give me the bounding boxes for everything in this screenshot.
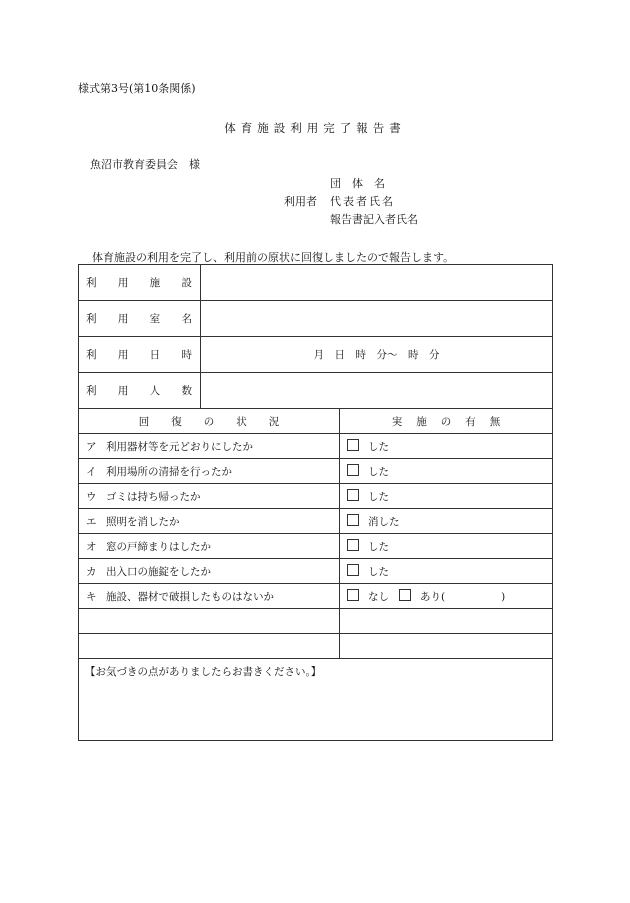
checklist-header-row: [79, 409, 553, 434]
checklist-row: [79, 434, 553, 459]
label-cell: [79, 265, 201, 301]
notes-row: [79, 659, 553, 741]
label-char: 利: [86, 313, 97, 325]
checklist-row: [79, 534, 553, 559]
status-cell: [340, 459, 553, 484]
item-text: 窓の戸締まりはしたか: [106, 540, 211, 553]
blank-cell[interactable]: [79, 609, 340, 634]
blank-cell[interactable]: [340, 634, 553, 659]
table-row: [79, 337, 553, 373]
form-number: 様式第3号(第10条関係): [78, 82, 196, 95]
status-cell: [340, 484, 553, 509]
item-mark: イ: [86, 465, 97, 478]
blank-row: [79, 634, 553, 659]
label-char: 用: [117, 385, 129, 397]
check-item-cell: [79, 509, 340, 534]
addressee: 魚沼市教育委員会 様: [90, 158, 200, 171]
check-item-cell: [79, 534, 340, 559]
representative-name-label: 代表者氏名: [330, 195, 395, 208]
item-mark: ウ: [86, 490, 97, 503]
item-mark: エ: [86, 515, 97, 528]
label-char: 数: [181, 385, 192, 397]
label-char: 利: [86, 349, 97, 361]
label-char: 用: [117, 313, 129, 325]
checkbox[interactable]: [347, 539, 359, 551]
status-text: した: [368, 540, 389, 553]
status-text: した: [368, 440, 389, 453]
label-char: 用: [117, 277, 129, 289]
label-char: 名: [181, 313, 192, 325]
spread-label: [79, 347, 200, 362]
item-text: 照明を消したか: [106, 515, 180, 528]
room-value-cell[interactable]: [201, 301, 553, 337]
item-text: 施設、器材で破損したものはないか: [106, 590, 274, 603]
status-cell: [340, 584, 553, 609]
usage-info-table: [78, 264, 553, 409]
item-mark: オ: [86, 540, 97, 553]
document-title: 体育施設利用完了報告書: [224, 121, 406, 135]
checklist-row: [79, 584, 553, 609]
checklist-row: [79, 484, 553, 509]
checklist-row: [79, 559, 553, 584]
checkbox[interactable]: [347, 564, 359, 576]
check-item-cell: [79, 584, 340, 609]
checkbox[interactable]: [399, 589, 411, 601]
label-char: 人: [149, 385, 161, 397]
label-char: 施: [149, 277, 161, 289]
checklist-row: [79, 459, 553, 484]
organization-name-label: 団体名: [330, 177, 396, 190]
restoration-checklist-table: [78, 408, 553, 741]
spread-label: [79, 383, 200, 398]
status-alt-text: あり(: [420, 590, 446, 603]
checkbox[interactable]: [347, 464, 359, 476]
status-text: した: [368, 465, 389, 478]
status-text: した: [368, 565, 389, 578]
check-item-cell: [79, 559, 340, 584]
status-text: 消した: [368, 515, 400, 528]
label-char: 日: [149, 349, 161, 361]
status-cell: [340, 534, 553, 559]
label-cell: [79, 337, 201, 373]
status-alt-close: ): [501, 590, 506, 603]
blank-cell[interactable]: [340, 609, 553, 634]
intro-text: 体育施設の利用を完了し、利用前の原状に回復しましたので報告します。: [92, 251, 455, 264]
spread-label: [79, 275, 200, 290]
checklist-row: [79, 509, 553, 534]
label-char: 設: [181, 277, 192, 289]
check-item-cell: [79, 434, 340, 459]
status-text: なし: [368, 590, 389, 603]
datetime-value-cell[interactable]: 月 日 時 分〜 時 分: [201, 337, 553, 373]
checkbox[interactable]: [347, 589, 359, 601]
item-mark: カ: [86, 565, 97, 578]
label-char: 利: [86, 277, 97, 289]
header-cell: [79, 409, 340, 434]
reporter-name-label: 報告書記入者氏名: [330, 213, 418, 226]
label-cell: [79, 373, 201, 409]
status-cell: [340, 559, 553, 584]
headcount-value-cell[interactable]: [201, 373, 553, 409]
checkbox[interactable]: [347, 439, 359, 451]
status-cell: [340, 509, 553, 534]
implementation-header: 実施の有無: [391, 415, 515, 428]
notes-cell[interactable]: [79, 659, 553, 741]
checkbox[interactable]: [347, 514, 359, 526]
check-item-cell: [79, 484, 340, 509]
label-char: 室: [149, 313, 161, 325]
blank-cell[interactable]: [79, 634, 340, 659]
blank-row: [79, 609, 553, 634]
user-label: 利用者: [284, 195, 317, 208]
item-mark: キ: [86, 590, 97, 603]
status-cell: [340, 434, 553, 459]
table-row: [79, 373, 553, 409]
table-row: [79, 301, 553, 337]
restoration-status-header: 回復の状況: [138, 415, 302, 428]
label-cell: [79, 301, 201, 337]
checklist-body: [79, 434, 553, 609]
header-cell: [340, 409, 553, 434]
item-text: ゴミは持ち帰ったか: [106, 490, 201, 503]
item-text: 利用器材等を元どおりにしたか: [106, 440, 253, 453]
status-text: した: [368, 490, 389, 503]
item-text: 利用場所の清掃を行ったか: [106, 465, 232, 478]
table-row: [79, 265, 553, 301]
label-char: 用: [117, 349, 129, 361]
checkbox[interactable]: [347, 489, 359, 501]
label-char: 時: [181, 349, 192, 361]
facility-value-cell[interactable]: [201, 265, 553, 301]
notes-label: 【お気づきの点がありましたらお書きください。】: [85, 666, 322, 678]
spread-label: [79, 311, 200, 326]
check-item-cell: [79, 459, 340, 484]
label-char: 利: [86, 385, 97, 397]
item-mark: ア: [86, 440, 97, 453]
item-text: 出入口の施錠をしたか: [106, 565, 211, 578]
